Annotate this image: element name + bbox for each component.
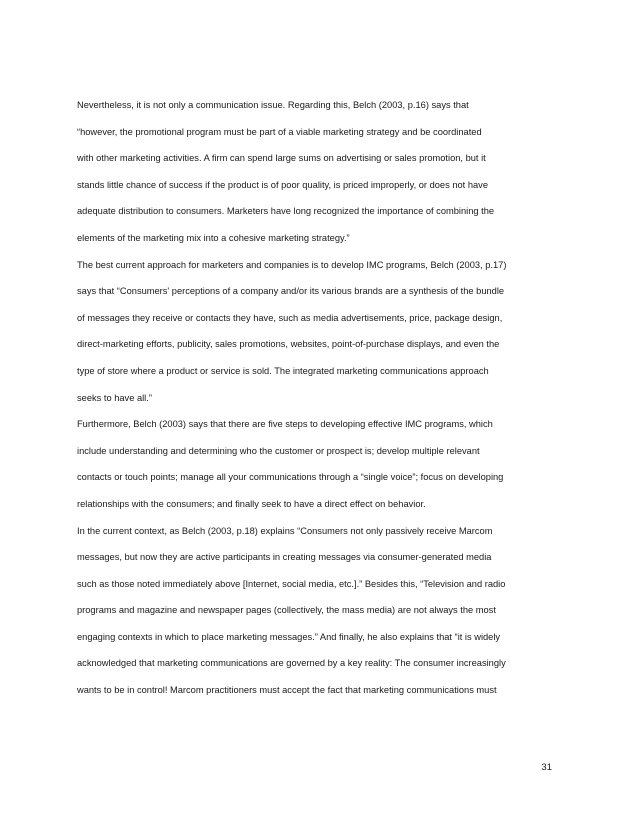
text-line: seeks to have all.”: [77, 392, 152, 403]
text-line: type of store where a product or service is sold. The integrated marketing communications approach: [77, 365, 489, 376]
text-line: of messages they receive or contacts they have, such as media advertisements, price, package design,: [77, 312, 503, 323]
text-line: engaging contexts in which to place marketing messages.” And finally, he also explains that “it is widely: [77, 631, 501, 642]
text-line: relationships with the consumers; and finally seek to have a direct effect on behavior.: [77, 498, 426, 509]
body-text: [77, 96, 567, 708]
text-line: with other marketing activities. A firm can spend large sums on advertising or sales promotion, but it: [77, 153, 486, 164]
text-line: such as those noted immediately above [Internet, social media, etc.].” Besides this, “Television and radio: [77, 578, 506, 589]
text-line: include understanding and determining who the customer or prospect is; develop multiple relevant: [77, 445, 480, 456]
text-line: Nevertheless, it is not only a communication issue. Regarding this, Belch (2003, p.16) says that: [77, 100, 469, 110]
text-line: In the current context, as Belch (2003, p.18) explains “Consumers not only passively receive Marcom: [77, 525, 493, 536]
text-line: adequate distribution to consumers. Marketers have long recognized the importance of combining the: [77, 206, 495, 217]
text-line: programs and magazine and newspaper pages (collectively, the mass media) are not always the most: [77, 605, 496, 616]
text-line: The best current approach for marketers and companies is to develop IMC programs, Belch (2003, p.17): [77, 259, 507, 270]
text-line: says that “Consumers' perceptions of a company and/or its various brands are a synthesis of the bundle: [77, 286, 505, 297]
text-line: messages, but now they are active participants in creating messages via consumer-generated media: [77, 552, 492, 563]
text-line: contacts or touch points; manage all your communications through a “single voice”; focus on developing: [77, 472, 504, 483]
text-line: acknowledged that marketing communications are governed by a key reality: The consumer increasingly: [77, 658, 506, 669]
text-line: stands little chance of success if the product is of poor quality, is priced improperly, or does not have: [77, 179, 488, 190]
text-line: elements of the marketing mix into a cohesive marketing strategy.”: [77, 232, 350, 243]
text-line: “however, the promotional program must be part of a viable marketing strategy and be coordinated: [77, 126, 482, 137]
text-line: wants to be in control! Marcom practitioners must accept the fact that marketing communications must: [77, 685, 497, 696]
text-line: direct-marketing efforts, publicity, sales promotions, websites, point-of-purchase displays, and even the: [77, 339, 500, 350]
text-line: Furthermore, Belch (2003) says that there are five steps to developing effective IMC programs, which: [77, 419, 493, 430]
page-number: 31: [541, 762, 552, 773]
